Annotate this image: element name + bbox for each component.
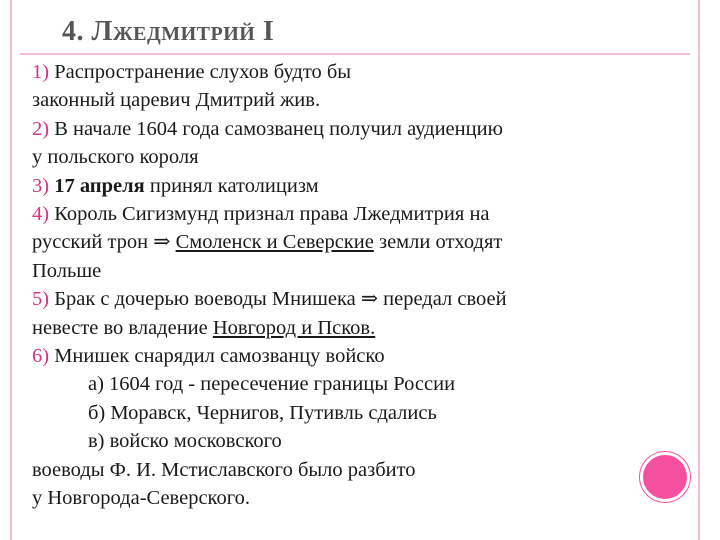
- item-6-line-1: [32, 342, 682, 370]
- item-4-line-1: [32, 200, 682, 228]
- item-3-line-1: [32, 172, 682, 200]
- item-text: Распространение слухов будто бы: [49, 61, 352, 83]
- item-1-line-1: [32, 58, 682, 86]
- item-number: 2): [32, 117, 50, 140]
- item-text: Король Сигизмунд признал права Лжедмитрия на: [49, 203, 490, 226]
- item-6-tail-2: у Новгорода-Северского.: [32, 487, 250, 510]
- item-text: В начале 1604 года самозванец получил аудиенцию: [49, 117, 503, 140]
- item-5-line-2: [32, 314, 682, 342]
- sub-item-c: в) войско московского: [88, 430, 282, 453]
- item-number: 3): [32, 174, 50, 197]
- item-4-line-3: Польше: [32, 259, 102, 282]
- item-text: Брак с дочерью воеводы Мнишека: [49, 288, 361, 311]
- sub-item-b: б) Моравск, Чернигов, Путивль сдались: [88, 401, 437, 424]
- underlined-text: Новгород и Псков.: [212, 316, 376, 339]
- slide-title: 4. Лжедмитрий I: [62, 16, 275, 47]
- item-text: передал своей: [378, 288, 507, 311]
- item-2-line-1: [32, 115, 682, 143]
- item-6-tail-1: воеводы Ф. И. Мстиславского было разбито: [32, 458, 416, 481]
- item-text: невесте во владение: [32, 316, 213, 339]
- item-5-line-1: [32, 285, 682, 313]
- item-2-line-2: у польского короля: [32, 146, 199, 169]
- implies-arrow-icon: ⇒: [360, 288, 379, 311]
- item-text: русский трон: [32, 231, 154, 254]
- title-divider: [20, 53, 690, 55]
- item-text: принял католицизм: [144, 174, 319, 197]
- item-number: 4): [32, 203, 50, 226]
- slide-content: [32, 58, 682, 513]
- item-1-line-2: законный царевич Дмитрий жив.: [32, 89, 321, 112]
- item-text: Мнишек снарядил самозванцу войско: [49, 345, 385, 368]
- title-bar: [12, 0, 698, 52]
- implies-arrow-icon: ⇒: [153, 231, 171, 254]
- underlined-text: Смоленск и Северские: [175, 231, 374, 254]
- decorative-circle: [640, 452, 690, 502]
- item-text: земли отходят: [373, 231, 503, 254]
- item-number: 5): [32, 288, 50, 311]
- item-4-line-2: [32, 228, 682, 256]
- sub-item-a: а) 1604 год - пересечение границы России: [88, 373, 456, 396]
- item-bold-date: 17 апреля: [54, 174, 145, 197]
- item-number: 1): [32, 61, 50, 83]
- item-number: 6): [32, 345, 50, 368]
